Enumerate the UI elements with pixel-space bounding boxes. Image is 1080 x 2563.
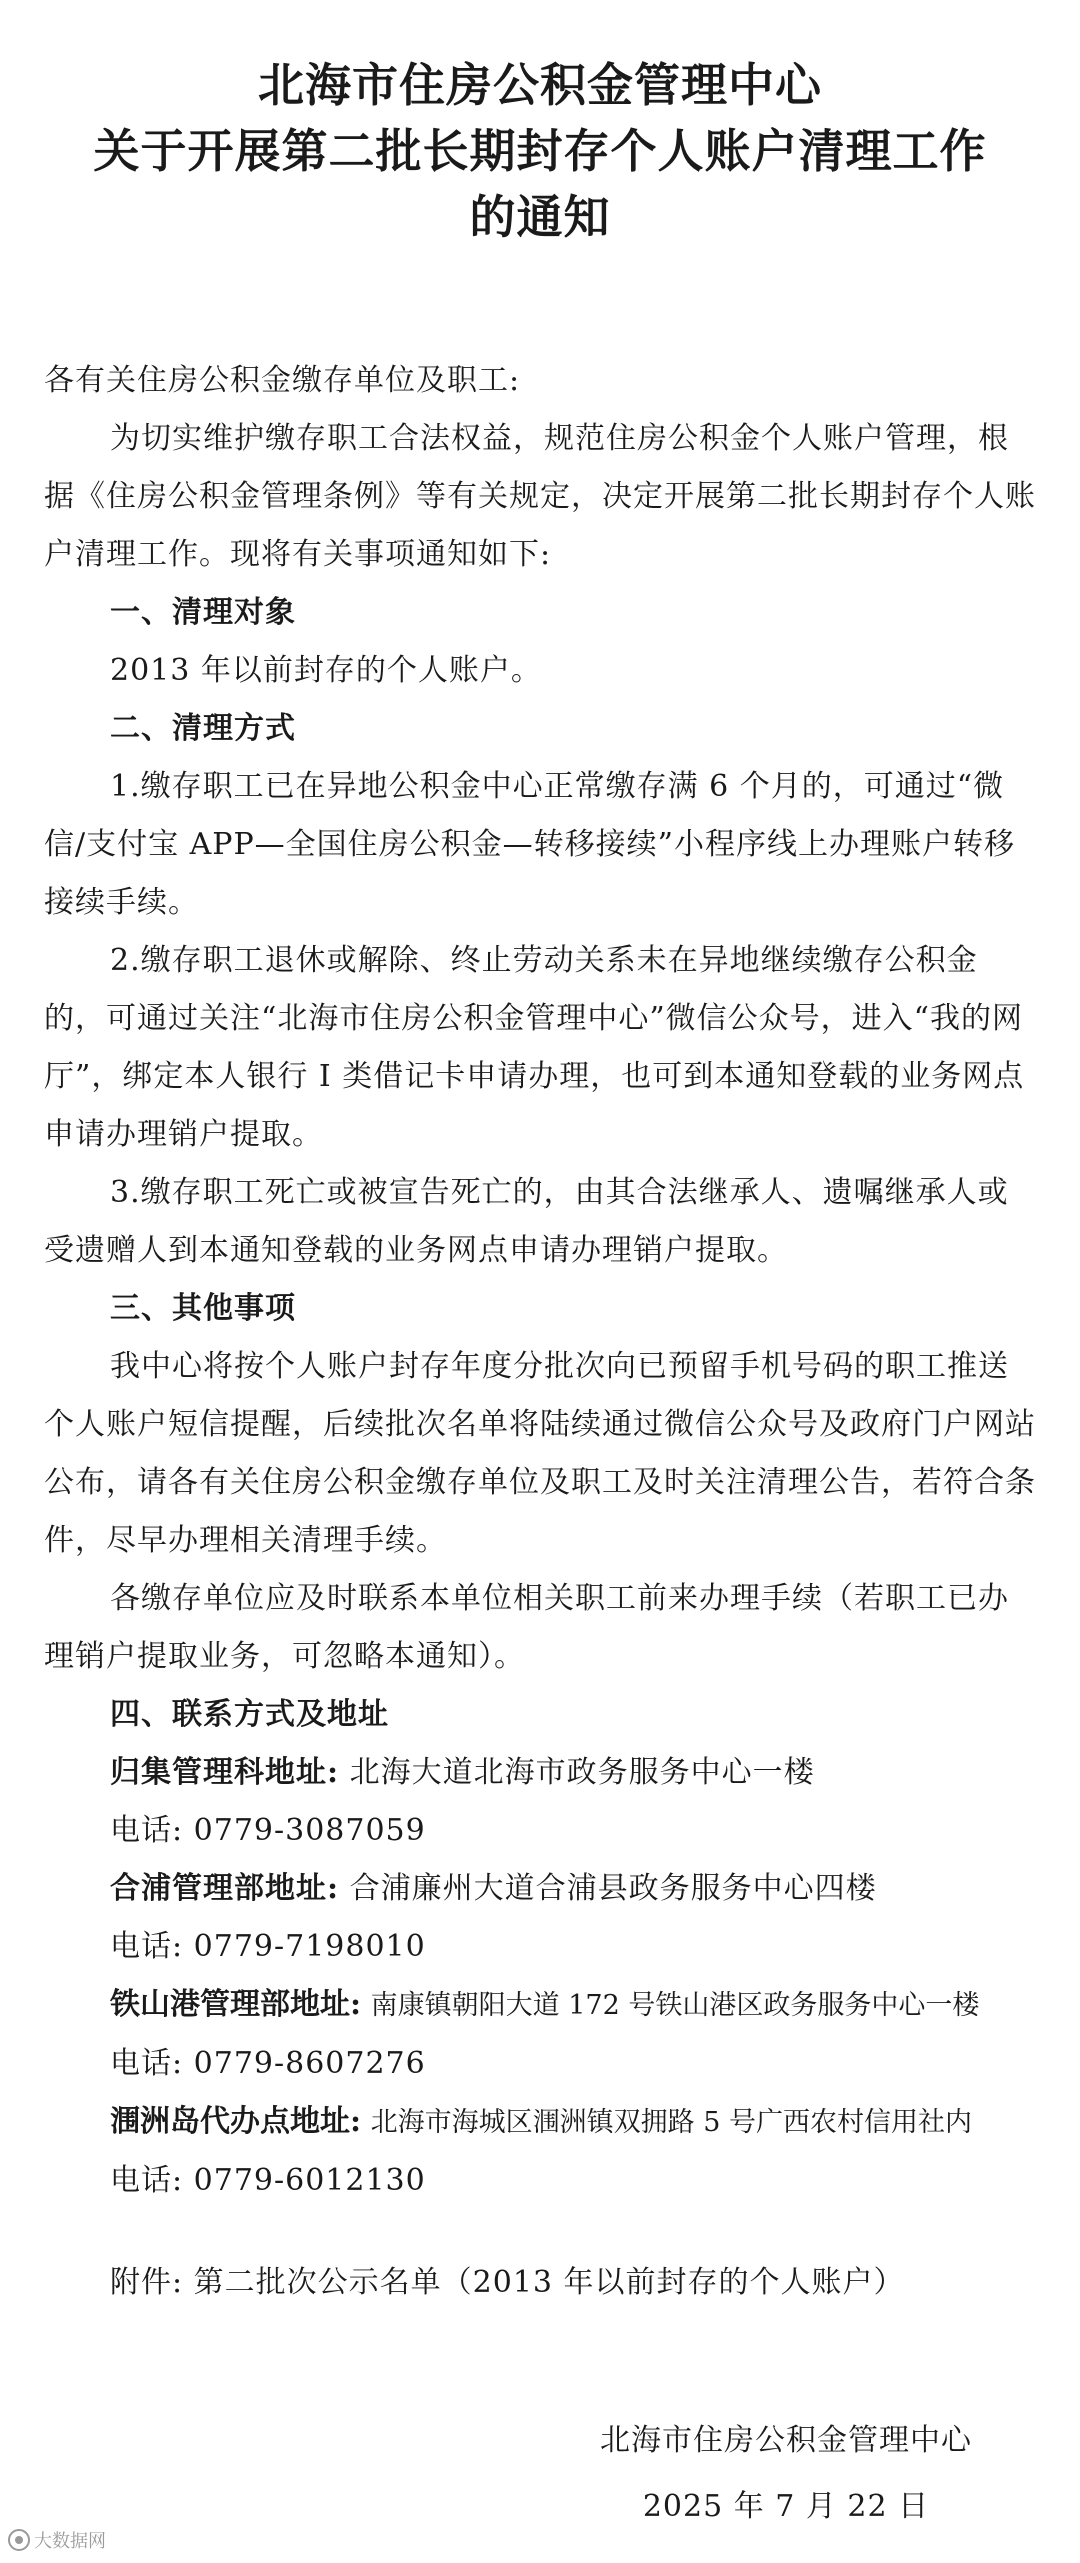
office-3-phone: 电话: 0779-8607276 (110, 2046, 426, 2081)
office-2-address (44, 1860, 1036, 1918)
office-4-address (44, 2093, 1036, 2152)
spacer (44, 2210, 1036, 2254)
watermark-text: 大数据网 (34, 2531, 106, 2552)
watermark (8, 2527, 106, 2553)
office-4-phone: 电话: 0779-6012130 (110, 2163, 426, 2198)
intro-paragraph: 为切实维护缴存职工合法权益，规范住房公积金个人账户管理，根据《住房公积金管理条例》等有关规定，决定开展第二批长期封存个人账户清理工作。现将有关事项通知如下: (44, 421, 1036, 572)
section-3-paragraph-2: 各缴存单位应及时联系本单位相关职工前来办理手续（若职工已办理销户提取业务，可忽略本通知）。 (44, 1581, 1009, 1674)
attachment-line: 附件: 第二批次公示名单（2013 年以前封存的个人账户） (110, 2265, 905, 2300)
watermark-logo-icon (8, 2529, 30, 2551)
office-label: 铁山港管理部地址: (110, 1987, 362, 2022)
section-2-item-2: 2.缴存职工退休或解除、终止劳动关系未在异地继续缴存公积金的，可通过关注“北海市住房公积金管理中心”微信公众号，进入“我的网厅”，绑定本人银行 I 类借记卡申请办理，也可到本通知登载的业务网点申请办理销户提取。 (44, 943, 1025, 1152)
title-line-1: 北海市住房公积金管理中心 (258, 58, 822, 112)
section-1-heading: 一、清理对象 (110, 595, 296, 630)
salutation: 各有关住房公积金缴存单位及职工: (44, 363, 521, 398)
office-address: 合浦廉州大道合浦县政务服务中心四楼 (349, 1871, 877, 1906)
section-1-text: 2013 年以前封存的个人账户。 (110, 653, 542, 688)
title-line-2: 关于开展第二批长期封存个人账户清理工作 (93, 124, 987, 178)
notice-body (44, 352, 1036, 2312)
office-address: 北海市海城区涠洲镇双拥路 5 号广西农村信用社内 (370, 2107, 972, 2138)
office-label: 合浦管理部地址: (110, 1871, 340, 1906)
section-2-heading: 二、清理方式 (110, 711, 296, 746)
section-3-paragraph-1: 我中心将按个人账户封存年度分批次向已预留手机号码的职工推送个人账户短信提醒，后续批次名单将陆续通过微信公众号及政府门户网站公布，请各有关住房公积金缴存单位及职工及时关注清理公告，若符合条件，尽早办理相关清理手续。 (44, 1349, 1036, 1558)
office-label: 涠洲岛代办点地址: (110, 2104, 362, 2139)
office-address: 南康镇朝阳大道 172 号铁山港区政务服务中心一楼 (370, 1990, 980, 2021)
section-2-item-1: 1.缴存职工已在异地公积金中心正常缴存满 6 个月的，可通过“微信/支付宝 APP—全国住房公积金—转移接续”小程序线上办理账户转移接续手续。 (44, 769, 1016, 920)
office-3-address (44, 1976, 1036, 2035)
office-1-phone: 电话: 0779-3087059 (110, 1813, 426, 1848)
section-2-item-3: 3.缴存职工死亡或被宣告死亡的，由其合法继承人、遗嘱继承人或受遗赠人到本通知登载的业务网点申请办理销户提取。 (44, 1175, 1009, 1268)
office-label: 归集管理科地址: (110, 1755, 340, 1790)
office-1-address (44, 1744, 1036, 1802)
signature-date: 2025 年 7 月 22 日 (642, 2489, 930, 2524)
office-2-phone: 电话: 0779-7198010 (110, 1929, 426, 1964)
signature-org: 北海市住房公积金管理中心 (600, 2423, 972, 2458)
signature-block (576, 2408, 996, 2540)
section-4-heading: 四、联系方式及地址 (110, 1697, 389, 1732)
title-line-3: 的通知 (469, 190, 611, 244)
notice-title (0, 52, 1080, 250)
section-3-heading: 三、其他事项 (110, 1291, 296, 1326)
office-address: 北海大道北海市政务服务中心一楼 (349, 1755, 815, 1790)
